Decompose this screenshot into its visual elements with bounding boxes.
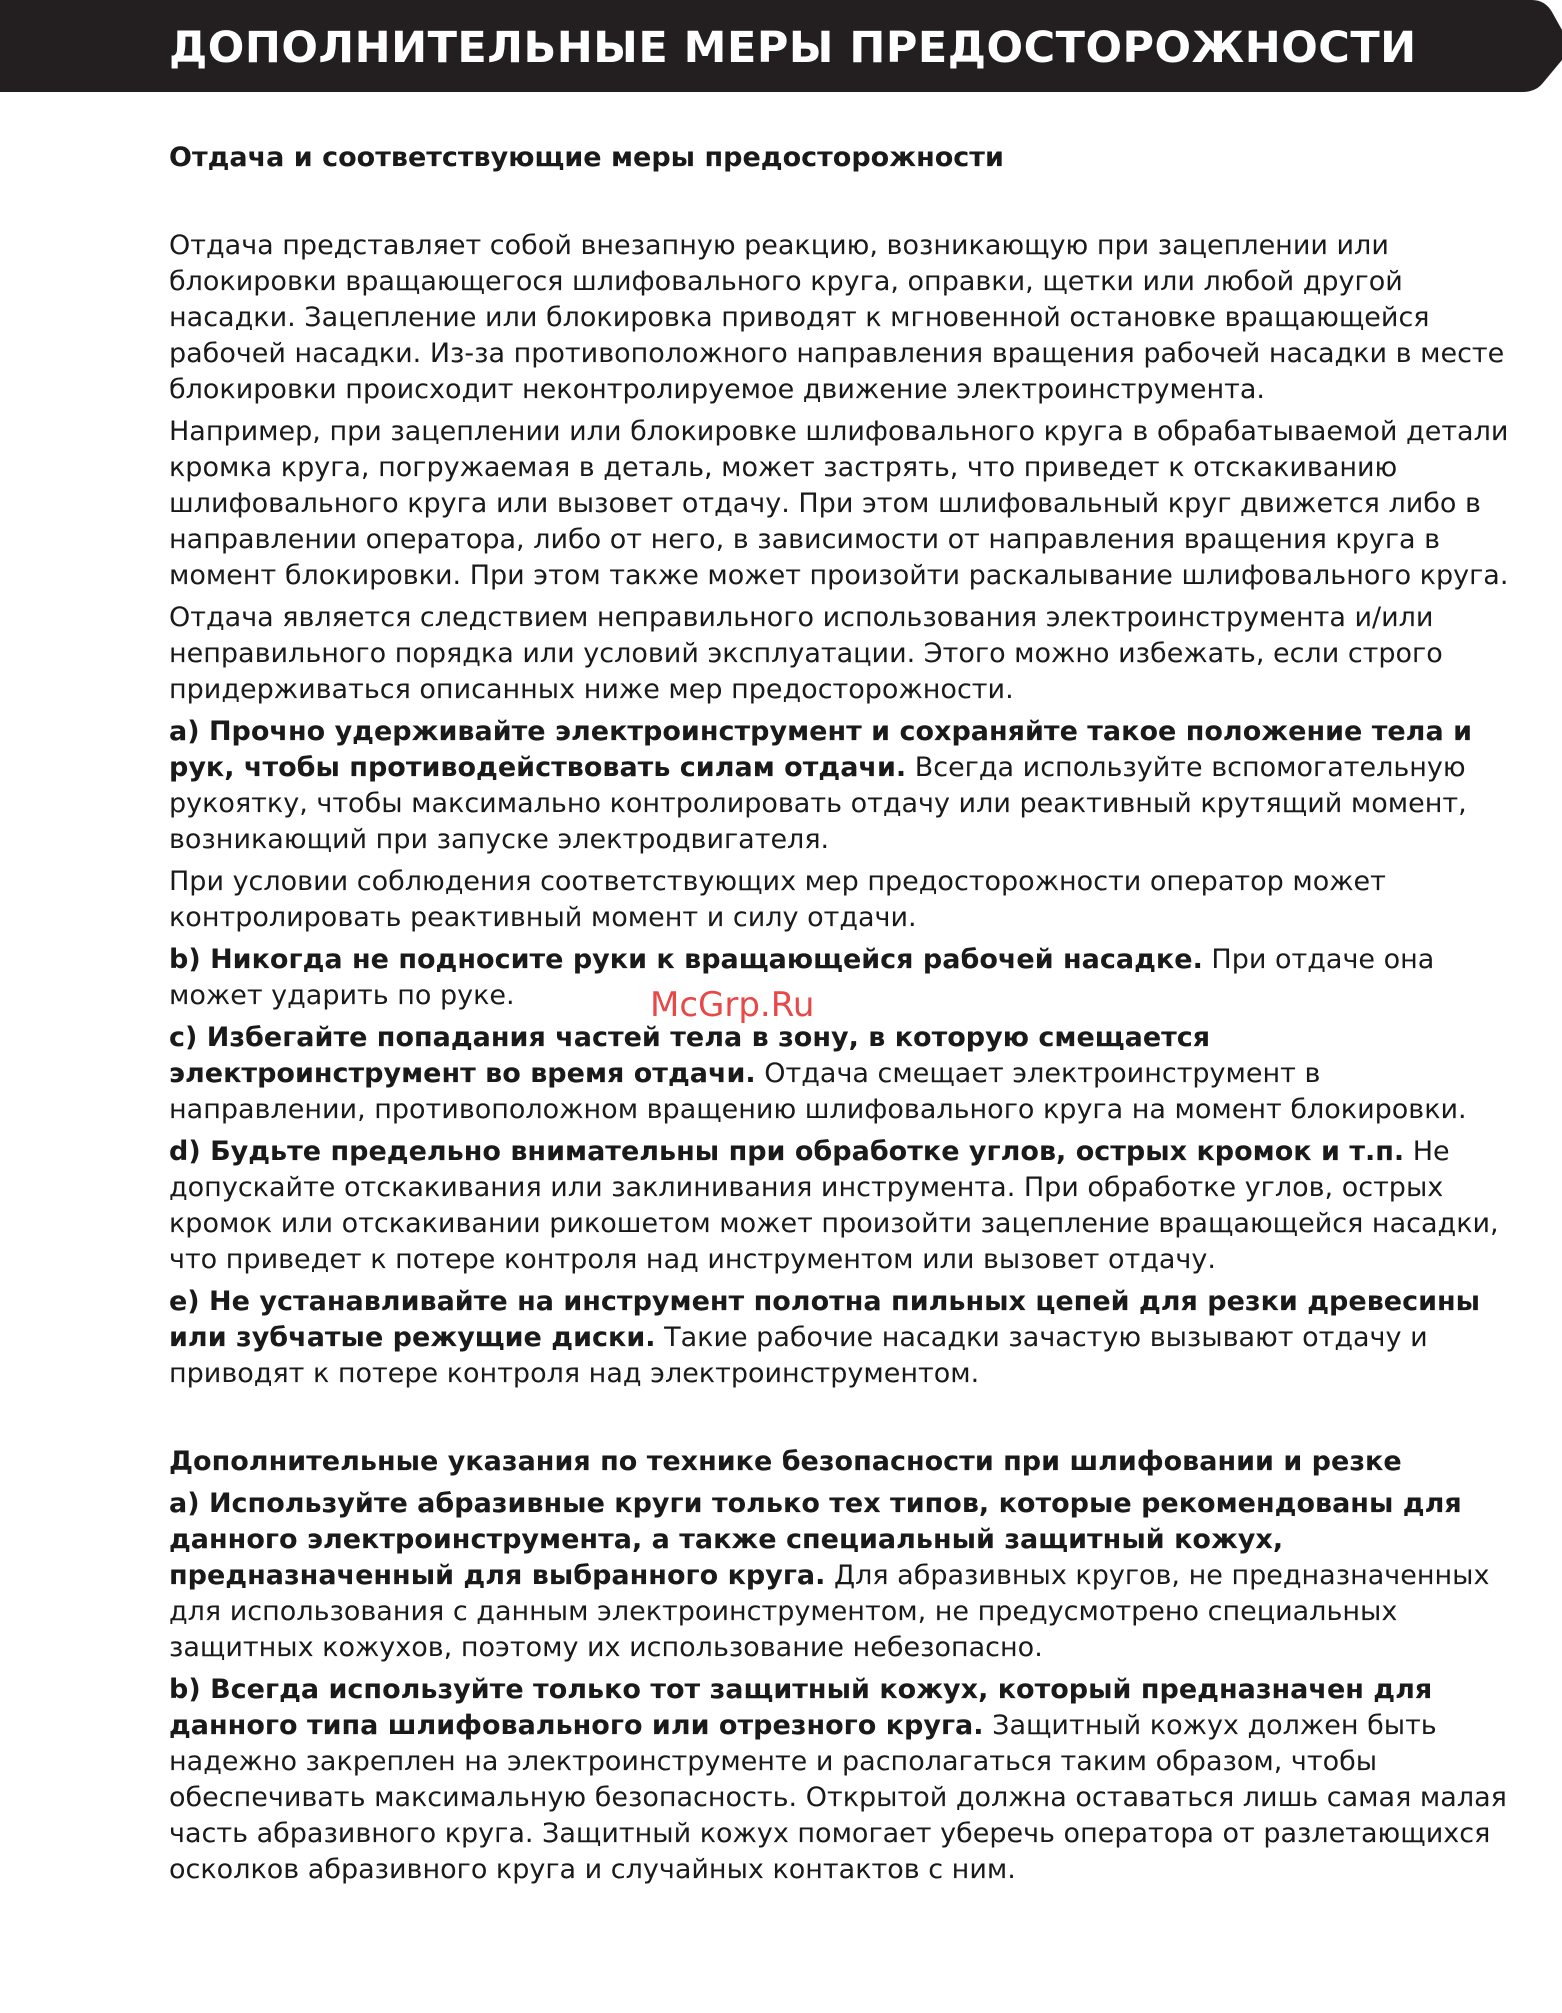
instruction-item-heading: a) Используйте абразивные круги только тех типов, которые рекомендованы для данного электроинструмента, а также специальный защитный кожух, предназначенный для выбранного круга. <box>169 1488 1462 1591</box>
instruction-item-heading: a) Прочно удерживайте электроинструмент и сохраняйте такое положение тела и рук, чтобы противодействовать силам отдачи. <box>169 716 1473 783</box>
instruction-item-b <box>169 942 1509 1014</box>
watermark: McGrp.Ru <box>650 985 815 1025</box>
instruction-item-heading: e) Не устанавливайте на инструмент полотна пильных цепей для резки древесины или зубчатые режущие диски. <box>169 1286 1481 1353</box>
page-title: ДОПОЛНИТЕЛЬНЫЕ МЕРЫ ПРЕДОСТОРОЖНОСТИ <box>169 23 1417 73</box>
document-body <box>169 140 1509 1888</box>
instruction-item-a <box>169 714 1509 858</box>
instruction-item-c <box>169 1020 1509 1128</box>
instruction-item-text: Для абразивных кругов, не предназначенных для использования с данным электроинструментом, не предусмотрено специальных защитных кожухов, поэтому их использование небезопасно. <box>169 1560 1490 1663</box>
instruction-item-text: При отдаче она может ударить по руке. <box>169 944 1435 1011</box>
instruction-item-text: Не допускайте отскакивания или заклинивания инструмента. При обработке углов, острых кромок или отскакивании рикошетом может произойти зацепление вращающейся насадки, что приведет к потере контроля над инструментом или вызовет отдачу. <box>169 1136 1499 1275</box>
instruction-item-a <box>169 1486 1509 1666</box>
instruction-item-heading: b) Никогда не подносите руки к вращающейся рабочей насадке. <box>169 944 1203 975</box>
header-banner <box>0 0 1562 92</box>
instruction-item-text: Всегда используйте вспомогательную рукоятку, чтобы максимально контролировать отдачу или реактивный крутящий момент, возникающий при запуске электродвигателя. <box>169 752 1467 855</box>
instruction-item-heading: b) Всегда используйте только тот защитный кожух, который предназначен для данного типа шлифовального или отрезного круга. <box>169 1674 1433 1741</box>
paragraph: Например, при зацеплении или блокировке шлифовального круга в обрабатываемой детали кромка круга, погружаемая в деталь, может застрять, что приведет к отскакиванию шлифовального круга или вызовет отдачу. При этом шлифовальный круг движется либо в направлении оператора, либо от него, в зависимости от направления вращения круга в момент блокировки. При этом также может произойти раскалывание шлифовального круга. <box>169 416 1509 591</box>
instruction-item-e <box>169 1284 1509 1392</box>
instruction-item-text: Такие рабочие насадки зачастую вызывают отдачу и приводят к потере контроля над электроинструментом. <box>169 1322 1428 1389</box>
paragraph: Отдача является следствием неправильного использования электроинструмента и/или неправильного порядка или условий эксплуатации. Этого можно избежать, если строго придерживаться описанных ниже мер предосторожности. <box>169 602 1443 705</box>
instruction-item-d <box>169 1134 1509 1278</box>
section-title-grinding: Дополнительные указания по технике безопасности при шлифовании и резке <box>169 1446 1402 1477</box>
instruction-note <box>169 864 1509 936</box>
instruction-item-heading: d) Будьте предельно внимательны при обработке углов, острых кромок и т.п. <box>169 1136 1405 1167</box>
instruction-item-b <box>169 1672 1509 1888</box>
instruction-item-text: Отдача смещает электроинструмент в направлении, противоположном вращению шлифовального круга на момент блокировки. <box>169 1058 1467 1125</box>
section-title-kickback: Отдача и соответствующие меры предосторожности <box>169 142 1004 173</box>
paragraph: Отдача представляет собой внезапную реакцию, возникающую при зацеплении или блокировки вращающегося шлифовального круга, оправки, щетки или любой другой насадки. Зацепление или блокировка приводят к мгновенной остановке вращающейся рабочей насадки. Из-за противоположного направления вращения рабочей насадки в месте блокировки происходит неконтролируемое движение электроинструмента. <box>169 230 1505 405</box>
instruction-item-text: Защитный кожух должен быть надежно закреплен на электроинструменте и располагаться таким образом, чтобы обеспечивать максимальную безопасность. Открытой должна оставаться лишь самая малая часть абразивного круга. Защитный кожух помогает уберечь оператора от разлетающихся осколков абразивного круга и случайных контактов с ним. <box>169 1710 1507 1885</box>
instruction-item-text: При условии соблюдения соответствующих мер предосторожности оператор может контролировать реактивный момент и силу отдачи. <box>169 866 1386 933</box>
instruction-item-heading: c) Избегайте попадания частей тела в зону, в которую смещается электроинструмент во время отдачи. <box>169 1022 1211 1089</box>
